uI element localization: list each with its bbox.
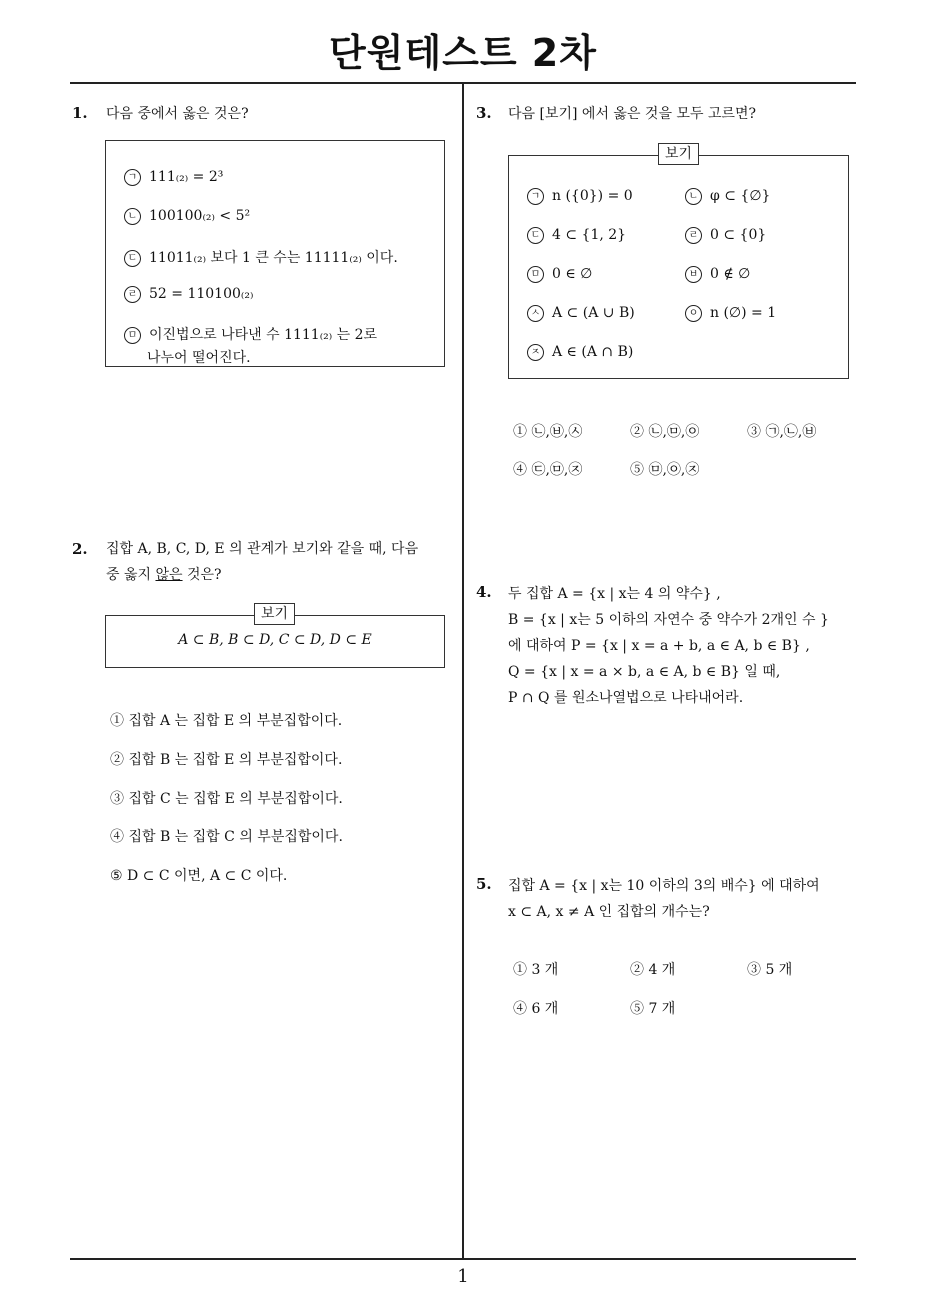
question-2-box-text: A ⊂ B, B ⊂ D, C ⊂ D, D ⊂ E (178, 632, 372, 648)
q5-line-1: 집합 A = {x | x는 10 이하의 3의 배수} 에 대하여 (508, 878, 820, 894)
q3-item-9: ㅈ A ∈ (A ∩ B) (527, 344, 633, 361)
q1-item-5: ㅁ 이진법으로 나타낸 수 1111₍₂₎ 는 2로 (124, 324, 377, 344)
q3-choice-5[interactable]: ⑤ ㉤,㉧,㉨ (630, 462, 700, 478)
question-3-box-label: 보기 (658, 143, 699, 165)
q3-choice-1[interactable]: ① ㉡,㉥,㉦ (513, 424, 583, 440)
circled-mark: ㄱ (527, 188, 544, 205)
column-divider (462, 82, 464, 1260)
circled-mark: ㄴ (685, 188, 702, 205)
question-5-number: 5. (476, 875, 492, 893)
q3-item-4: ㄹ 0 ⊂ {0} (685, 227, 766, 244)
question-2-text-line1: 집합 A, B, C, D, E 의 관계가 보기와 같을 때, 다음 (106, 541, 419, 557)
circled-mark: ㅁ (527, 266, 544, 283)
q3-item-3: ㄷ 4 ⊂ {1, 2} (527, 227, 626, 244)
q3-choice-4[interactable]: ④ ㉢,㉤,㉨ (513, 462, 583, 478)
q2-choice-4[interactable]: ④ 집합 B 는 집합 C 의 부분집합이다. (110, 829, 343, 845)
q5-choice-2[interactable]: ② 4 개 (630, 962, 676, 978)
q1-item-1: ㄱ 111₍₂₎ = 2³ (124, 169, 223, 186)
circled-mark: ㄹ (685, 227, 702, 244)
q3-item-7: ㅅ A ⊂ (A ∪ B) (527, 305, 635, 322)
question-3-number: 3. (476, 104, 492, 122)
page-number: 1 (457, 1266, 469, 1287)
page-title: 단원테스트 2차 (329, 31, 597, 75)
circled-mark: ㄹ (124, 286, 141, 303)
q3-item-5: ㅁ 0 ∈ ∅ (527, 266, 592, 283)
q1-item-2: ㄴ 100100₍₂₎ < 5² (124, 208, 250, 225)
q5-line-2: x ⊂ A, x ≠ A 인 집합의 개수는? (508, 904, 710, 920)
circled-mark: ㅂ (685, 266, 702, 283)
q2-choice-1[interactable]: ① 집합 A 는 집합 E 의 부분집합이다. (110, 713, 343, 729)
q2-choice-5[interactable]: ⑤ D ⊂ C 이면, A ⊂ C 이다. (110, 868, 288, 884)
question-1-box (105, 140, 445, 367)
q3-item-8: ㅇ n (∅) = 1 (685, 305, 776, 322)
circled-mark: ㅇ (685, 305, 702, 322)
q2-choice-3[interactable]: ③ 집합 C 는 집합 E 의 부분집합이다. (110, 791, 343, 807)
q1-item-5-cont: 나누어 떨어진다. (147, 350, 251, 366)
q3-item-2: ㄴ φ ⊂ {∅} (685, 188, 770, 205)
circled-mark: ㄱ (124, 169, 141, 186)
circled-mark: ㅅ (527, 305, 544, 322)
q2-choice-2[interactable]: ② 집합 B 는 집합 E 의 부분집합이다. (110, 752, 343, 768)
q5-choice-3[interactable]: ③ 5 개 (747, 962, 793, 978)
question-4-number: 4. (476, 583, 492, 601)
q4-line-1: 두 집합 A = {x | x는 4 의 약수} , (508, 586, 721, 602)
circled-mark: ㄷ (124, 250, 141, 267)
q3-choice-3[interactable]: ③ ㉠,㉡,㉥ (747, 424, 817, 440)
question-3-text: 다음 [보기] 에서 옳은 것을 모두 고르면? (508, 106, 756, 122)
q1-item-4: ㄹ 52 = 110100₍₂₎ (124, 286, 253, 303)
question-1-number: 1. (72, 104, 88, 122)
circled-mark: ㄴ (124, 208, 141, 225)
question-3-box (508, 155, 849, 379)
q5-choice-5[interactable]: ⑤ 7 개 (630, 1001, 676, 1017)
q4-line-4: Q = {x | x = a × b, a ∈ A, b ∈ B} 일 때, (508, 664, 781, 680)
question-1-text: 다음 중에서 옳은 것은? (106, 106, 249, 122)
footer-rule (70, 1258, 856, 1260)
question-2-text-line2: 중 옳지 않은 것은? (106, 567, 222, 583)
q4-line-5: P ∩ Q 를 원소나열법으로 나타내어라. (508, 690, 744, 706)
question-2-number: 2. (72, 540, 88, 558)
question-2-box-label: 보기 (254, 603, 295, 625)
q3-item-1: ㄱ n ({0}) = 0 (527, 188, 633, 205)
q3-choice-2[interactable]: ② ㉡,㉤,㉧ (630, 424, 700, 440)
circled-mark: ㄷ (527, 227, 544, 244)
q1-item-3: ㄷ 11011₍₂₎ 보다 1 큰 수는 11111₍₂₎ 이다. (124, 247, 398, 267)
q5-choice-4[interactable]: ④ 6 개 (513, 1001, 559, 1017)
q4-line-2: B = {x | x는 5 이하의 자연수 중 약수가 2개인 수 } (508, 612, 829, 628)
circled-mark: ㅁ (124, 327, 141, 344)
q3-item-6: ㅂ 0 ∉ ∅ (685, 266, 750, 283)
q5-choice-1[interactable]: ① 3 개 (513, 962, 559, 978)
q4-line-3: 에 대하여 P = {x | x = a + b, a ∈ A, b ∈ B} , (508, 638, 810, 654)
circled-mark: ㅈ (527, 344, 544, 361)
